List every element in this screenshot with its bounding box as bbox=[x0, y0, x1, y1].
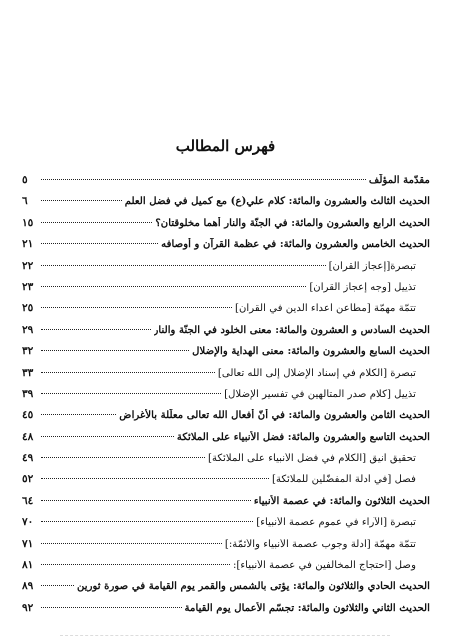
toc-entry-text: تذييل [وجه إعجاز القرآن] bbox=[309, 281, 416, 293]
toc-entry-text: الحديث التاسع والعشرون والمائة: فضل الأنبياء على الملائكة bbox=[176, 430, 430, 443]
table-of-contents bbox=[22, 174, 430, 623]
toc-entry-text: الحديث الثامن والعشرون والمائة: في أنّ أفعال الله تعالى معلّلة بالأغراض bbox=[119, 409, 430, 422]
toc-entry-text: الحديث الثلاثون والمائة: في عصمة الأنبياء bbox=[253, 494, 430, 507]
dot-leader bbox=[41, 564, 230, 565]
dot-leader bbox=[41, 179, 366, 180]
dot-leader bbox=[41, 414, 116, 415]
toc-entry bbox=[22, 238, 430, 259]
dot-leader bbox=[41, 265, 326, 266]
toc-entry-page: ٤٨ bbox=[22, 430, 34, 443]
toc-entry bbox=[22, 559, 430, 580]
dot-leader bbox=[41, 521, 253, 522]
toc-entry-page: ٣٩ bbox=[22, 387, 34, 400]
toc-entry bbox=[22, 602, 430, 623]
toc-entry bbox=[22, 260, 430, 281]
toc-entry-text: تبصرة[إعجاز القرآن] bbox=[328, 260, 416, 272]
toc-entry-text: وصل [احتجاج المخالفين في عصمة الأنبياء]: bbox=[232, 560, 416, 572]
toc-entry-page: ٧١ bbox=[22, 537, 34, 550]
toc-entry-page: ٤٩ bbox=[22, 452, 34, 465]
toc-entry bbox=[22, 281, 430, 302]
toc-entry bbox=[22, 174, 430, 195]
toc-entry bbox=[22, 345, 430, 366]
toc-entry-page: ٤٥ bbox=[22, 409, 34, 422]
toc-entry-page: ٢٢ bbox=[22, 259, 34, 272]
dot-leader bbox=[41, 436, 174, 437]
toc-entry-page: ٦٤ bbox=[22, 494, 34, 507]
toc-entry-page: ١٥ bbox=[22, 216, 34, 229]
dot-leader bbox=[41, 585, 74, 586]
toc-entry-text: تبصرة [الكلام في إسناد الإضلال إلى الله تعالى] bbox=[217, 367, 416, 379]
toc-entry bbox=[22, 580, 430, 601]
toc-entry bbox=[22, 452, 430, 473]
toc-entry bbox=[22, 409, 430, 430]
toc-entry-text: تبصرة [الآراء في عموم عصمة الأنبياء] bbox=[256, 517, 416, 529]
toc-entry-text: الحديث الثالث والعشرون والمائة: كلام علي(ع) مع كميل في فضل العلم bbox=[124, 195, 430, 208]
toc-entry-page: ٨٩ bbox=[22, 580, 34, 593]
toc-entry bbox=[22, 217, 430, 238]
dot-leader bbox=[41, 543, 222, 544]
toc-entry-page: ٦ bbox=[22, 195, 28, 208]
dot-leader bbox=[41, 329, 151, 330]
toc-entry bbox=[22, 516, 430, 537]
toc-entry bbox=[22, 195, 430, 216]
cut-off-bottom-line bbox=[60, 629, 390, 636]
toc-entry-page: ٣٢ bbox=[22, 345, 34, 358]
dot-leader bbox=[41, 393, 221, 394]
page-title: فهرس المطالب bbox=[175, 137, 276, 155]
toc-entry bbox=[22, 302, 430, 323]
toc-entry-page: ٢٥ bbox=[22, 302, 34, 315]
toc-entry bbox=[22, 495, 430, 516]
toc-entry-page: ٢١ bbox=[22, 238, 34, 251]
toc-entry bbox=[22, 538, 430, 559]
dot-leader bbox=[41, 372, 215, 373]
toc-entry-page: ٢٣ bbox=[22, 280, 34, 293]
toc-entry-text: تذييل [كلام صدر المتألّهين في تفسير الإضلال] bbox=[224, 388, 416, 400]
toc-entry-page: ٥ bbox=[22, 174, 28, 186]
dot-leader bbox=[41, 607, 182, 608]
toc-entry-text: الحديث الثاني والثلاثون والمائة: تجسّم الأعمال يوم القيامة bbox=[184, 601, 430, 614]
toc-entry bbox=[22, 388, 430, 409]
toc-entry bbox=[22, 431, 430, 452]
toc-entry bbox=[22, 473, 430, 494]
toc-entry-text: تحقيق أنيق [الكلام في فضل الأنبياء على الملائكة] bbox=[207, 453, 416, 465]
toc-entry-page: ٩٢ bbox=[22, 601, 34, 614]
toc-entry-text: الحديث الخامس والعشرون والمائة: في عظمة القرآن و أوصافه bbox=[161, 238, 430, 251]
toc-entry-text: الحديث السابع والعشرون والمائة: معنى الهداية والإضلال bbox=[192, 345, 430, 358]
toc-entry-page: ٢٩ bbox=[22, 323, 34, 336]
dot-leader bbox=[41, 307, 232, 308]
dot-leader bbox=[41, 500, 251, 501]
toc-entry-text: فصل [في أدلّة المفضّلين للملائكة] bbox=[272, 474, 416, 486]
toc-entry-page: ٨١ bbox=[22, 559, 34, 572]
dot-leader bbox=[41, 222, 152, 223]
dot-leader bbox=[41, 457, 205, 458]
dot-leader bbox=[41, 243, 158, 244]
toc-entry bbox=[22, 367, 430, 388]
toc-entry-page: ٥٢ bbox=[22, 473, 34, 486]
toc-entry bbox=[22, 324, 430, 345]
toc-entry-text: تتمّة مهمّة [مطاعن أعداء الدين في القرآن] bbox=[234, 303, 416, 315]
dot-leader bbox=[41, 350, 189, 351]
toc-entry-text: تتمّة مهمّة [أدلّة وجوب عصمة الأنبياء والأئمّة:] bbox=[224, 538, 416, 550]
dot-leader bbox=[41, 286, 306, 287]
toc-entry-page: ٣٣ bbox=[22, 366, 34, 379]
toc-entry-text: الحديث الحادي والثلاثون والمائة: يؤتى بالشمس والقمر يوم القيامة في صورة ثورين bbox=[76, 580, 430, 593]
dot-leader bbox=[41, 478, 269, 479]
toc-entry-text: مقدّمة المؤلّف bbox=[368, 174, 430, 186]
toc-entry-text: الحديث السادس و العشرون والمائة: معنى الخلود في الجنّة والنار bbox=[153, 323, 430, 336]
toc-entry-page: ٧٠ bbox=[22, 516, 34, 529]
toc-entry-text: الحديث الرابع والعشرون والمائة: في الجنّة والنار أهما مخلوقتان؟ bbox=[155, 216, 430, 229]
dot-leader bbox=[41, 200, 122, 201]
